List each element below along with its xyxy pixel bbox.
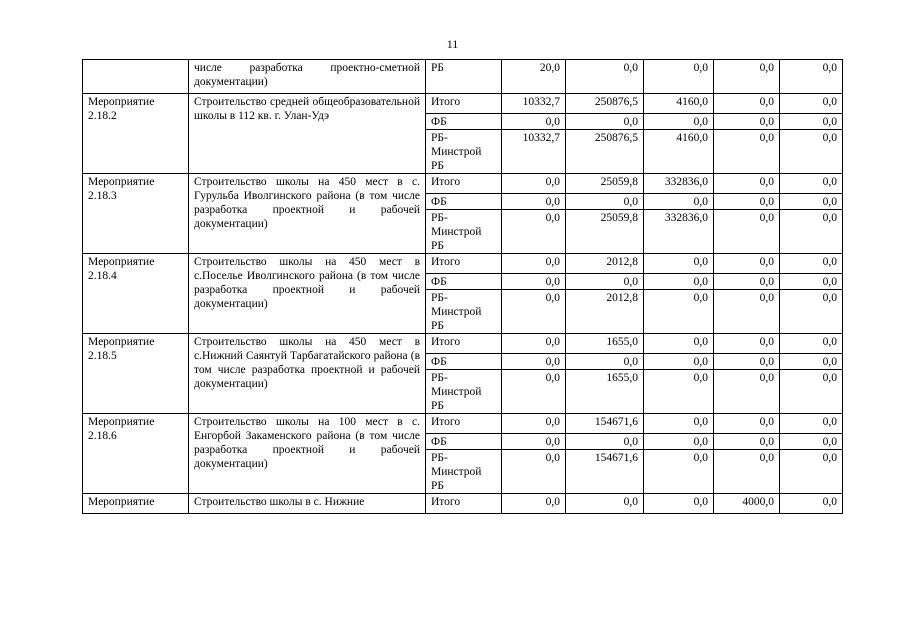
value-cell: 332836,0 [644,210,714,254]
funding-source-cell: РБ- Минстрой РБ [426,370,502,414]
funding-source-cell: РБ [426,60,502,94]
funding-source-cell: Итого [426,334,502,354]
funding-source-cell: Итого [426,94,502,114]
value-cell: 0,0 [714,114,780,130]
value-cell: 4000,0 [714,494,780,514]
measure-label-cell: Мероприятие 2.18.6 [83,414,189,494]
value-cell: 25059,8 [566,210,644,254]
value-cell: 1655,0 [566,370,644,414]
value-cell: 0,0 [780,210,843,254]
table-row [83,414,843,434]
page-number: 11 [446,37,459,51]
value-cell: 250876,5 [566,130,644,174]
value-cell: 0,0 [780,354,843,370]
value-cell: 332836,0 [644,174,714,194]
funding-source-cell: Итого [426,174,502,194]
value-cell: 0,0 [644,194,714,210]
measure-description-cell: Строительство школы на 450 мест в с.Поселье Иволгинского района (в том числе разработка проектной и рабочей документации) [189,254,426,334]
value-cell: 0,0 [780,450,843,494]
value-cell: 10332,7 [502,94,566,114]
value-cell: 0,0 [780,334,843,354]
funding-source-cell: ФБ [426,434,502,450]
value-cell: 20,0 [502,60,566,94]
value-cell: 0,0 [714,290,780,334]
value-cell: 0,0 [714,130,780,174]
value-cell: 154671,6 [566,414,644,434]
value-cell: 25059,8 [566,174,644,194]
value-cell: 0,0 [644,254,714,274]
value-cell: 0,0 [714,194,780,210]
value-cell: 0,0 [566,434,644,450]
measure-label-cell: Мероприятие 2.18.2 [83,94,189,174]
value-cell: 0,0 [780,414,843,434]
value-cell: 0,0 [502,354,566,370]
value-cell: 0,0 [714,174,780,194]
value-cell: 0,0 [502,290,566,334]
table-row [83,334,843,354]
value-cell: 0,0 [714,60,780,94]
table-row [83,174,843,194]
value-cell: 0,0 [644,354,714,370]
measure-label-cell [83,60,189,94]
value-cell: 0,0 [714,434,780,450]
measure-description-cell: числе разработка проектно-сметной документации) [189,60,426,94]
value-cell: 0,0 [502,334,566,354]
value-cell: 0,0 [502,274,566,290]
value-cell: 0,0 [644,370,714,414]
table-body [83,60,843,514]
value-cell: 0,0 [502,194,566,210]
table-row [83,254,843,274]
table-row [83,60,843,94]
funding-source-cell: РБ- Минстрой РБ [426,450,502,494]
value-cell: 0,0 [780,60,843,94]
value-cell: 4160,0 [644,130,714,174]
value-cell: 0,0 [780,174,843,194]
value-cell: 0,0 [780,94,843,114]
value-cell: 0,0 [714,210,780,254]
value-cell: 0,0 [780,254,843,274]
funding-source-cell: ФБ [426,354,502,370]
value-cell: 2012,8 [566,290,644,334]
funding-source-cell: ФБ [426,274,502,290]
funding-source-cell: Итого [426,494,502,514]
value-cell: 0,0 [502,114,566,130]
value-cell: 0,0 [502,210,566,254]
value-cell: 2012,8 [566,254,644,274]
value-cell: 0,0 [714,370,780,414]
value-cell: 0,0 [502,450,566,494]
value-cell: 0,0 [780,274,843,290]
value-cell: 0,0 [502,414,566,434]
measure-description-cell: Строительство школы на 100 мест в с. Енгорбой Закаменского района (в том числе разработка проектной и рабочей документации) [189,414,426,494]
value-cell: 1655,0 [566,334,644,354]
value-cell: 0,0 [780,494,843,514]
value-cell: 0,0 [644,274,714,290]
value-cell: 154671,6 [566,450,644,494]
value-cell: 4160,0 [644,94,714,114]
value-cell: 0,0 [566,60,644,94]
value-cell: 10332,7 [502,130,566,174]
value-cell: 0,0 [714,274,780,290]
value-cell: 0,0 [714,414,780,434]
value-cell: 0,0 [780,370,843,414]
value-cell: 0,0 [502,434,566,450]
measure-label-cell: Мероприятие [83,494,189,514]
value-cell: 0,0 [780,114,843,130]
value-cell: 0,0 [780,194,843,210]
funding-source-cell: ФБ [426,114,502,130]
value-cell: 0,0 [644,334,714,354]
value-cell: 0,0 [780,434,843,450]
funding-source-cell: РБ- Минстрой РБ [426,210,502,254]
value-cell: 0,0 [644,434,714,450]
value-cell: 0,0 [644,290,714,334]
value-cell: 0,0 [644,450,714,494]
value-cell: 0,0 [714,450,780,494]
value-cell: 0,0 [644,494,714,514]
table-row [83,94,843,114]
value-cell: 0,0 [714,334,780,354]
value-cell: 0,0 [566,354,644,370]
value-cell: 0,0 [714,94,780,114]
value-cell: 0,0 [566,194,644,210]
table-row [83,494,843,514]
value-cell: 250876,5 [566,94,644,114]
value-cell: 0,0 [644,114,714,130]
funding-source-cell: Итого [426,414,502,434]
value-cell: 0,0 [502,174,566,194]
program-budget-table [82,59,843,514]
measure-label-cell: Мероприятие 2.18.3 [83,174,189,254]
value-cell: 0,0 [644,414,714,434]
value-cell: 0,0 [502,370,566,414]
funding-source-cell: ФБ [426,194,502,210]
measure-description-cell: Строительство школы в с. Нижние [189,494,426,514]
value-cell: 0,0 [714,354,780,370]
value-cell: 0,0 [780,130,843,174]
value-cell: 0,0 [502,494,566,514]
value-cell: 0,0 [644,60,714,94]
value-cell: 0,0 [714,254,780,274]
value-cell: 0,0 [566,114,644,130]
funding-source-cell: Итого [426,254,502,274]
measure-description-cell: Строительство средней общеобразовательной школы в 112 кв. г. Улан-Удэ [189,94,426,174]
measure-description-cell: Строительство школы на 450 мест в с.Нижний Саянтуй Тарбагатайского района (в том числе разработка проектной и рабочей документации) [189,334,426,414]
value-cell: 0,0 [566,494,644,514]
value-cell: 0,0 [780,290,843,334]
measure-description-cell: Строительство школы на 450 мест в с. Гурульба Иволгинского района (в том числе разработка проектной и рабочей документации) [189,174,426,254]
value-cell: 0,0 [566,274,644,290]
measure-label-cell: Мероприятие 2.18.5 [83,334,189,414]
measure-label-cell: Мероприятие 2.18.4 [83,254,189,334]
value-cell: 0,0 [502,254,566,274]
funding-source-cell: РБ- Минстрой РБ [426,130,502,174]
funding-source-cell: РБ- Минстрой РБ [426,290,502,334]
